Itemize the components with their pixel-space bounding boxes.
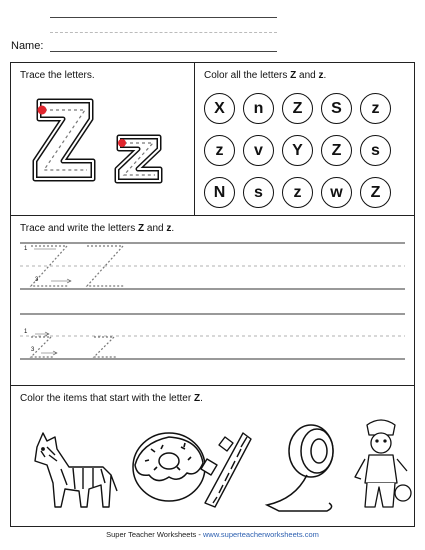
zebra-icon[interactable] xyxy=(35,433,117,507)
letter-circle[interactable]: Z xyxy=(282,93,313,124)
letter-circle[interactable]: z xyxy=(282,177,313,208)
stroke-number-3: 3 xyxy=(35,277,39,283)
letter-circle[interactable]: s xyxy=(243,177,274,208)
letter-circle[interactable]: z xyxy=(360,93,391,124)
name-label: Name: xyxy=(11,40,44,52)
top-dashed-rule xyxy=(50,32,277,33)
zipper-icon[interactable] xyxy=(201,433,251,507)
guide-lowercase-z-2 xyxy=(94,337,116,357)
top-rule xyxy=(50,17,277,18)
footer xyxy=(0,530,425,539)
letter-circle[interactable]: Z xyxy=(321,135,352,166)
footer-brand: Super Teacher Worksheets xyxy=(106,530,197,539)
stroke-number-1: 1 xyxy=(24,246,28,252)
write-panel-title: Trace and write the letters Z and z. xyxy=(20,223,175,234)
footer-separator: - xyxy=(196,530,203,539)
letter-circle[interactable]: s xyxy=(360,135,391,166)
donut-icon[interactable] xyxy=(133,433,205,501)
letter-circle[interactable]: v xyxy=(243,135,274,166)
letter-circle[interactable]: Z xyxy=(360,177,391,208)
yoyo-icon[interactable] xyxy=(267,425,333,511)
letter-circle[interactable]: w xyxy=(321,177,352,208)
letter-circle[interactable]: S xyxy=(321,93,352,124)
stroke-number-3-lower: 3 xyxy=(31,347,35,353)
letter-circle[interactable]: z xyxy=(204,135,235,166)
name-line[interactable] xyxy=(50,51,277,52)
footer-url[interactable]: www.superteacherworksheets.com xyxy=(202,530,319,539)
zookeeper-icon[interactable] xyxy=(355,420,411,507)
letter-circle[interactable]: Y xyxy=(282,135,313,166)
writing-lines[interactable] xyxy=(11,63,414,385)
letter-circle[interactable]: n xyxy=(243,93,274,124)
stroke-number-1-lower: 1 xyxy=(24,329,28,335)
letter-circle[interactable]: X xyxy=(204,93,235,124)
color-panel-title: Color all the letters Z and z. xyxy=(204,70,327,81)
items-panel-title: Color the items that start with the letter Z. xyxy=(20,393,203,404)
worksheet xyxy=(10,62,415,527)
letter-circle[interactable]: N xyxy=(204,177,235,208)
coloring-items xyxy=(11,403,414,523)
panel-divider-2 xyxy=(11,385,414,386)
trace-panel-title: Trace the letters. xyxy=(20,70,95,81)
